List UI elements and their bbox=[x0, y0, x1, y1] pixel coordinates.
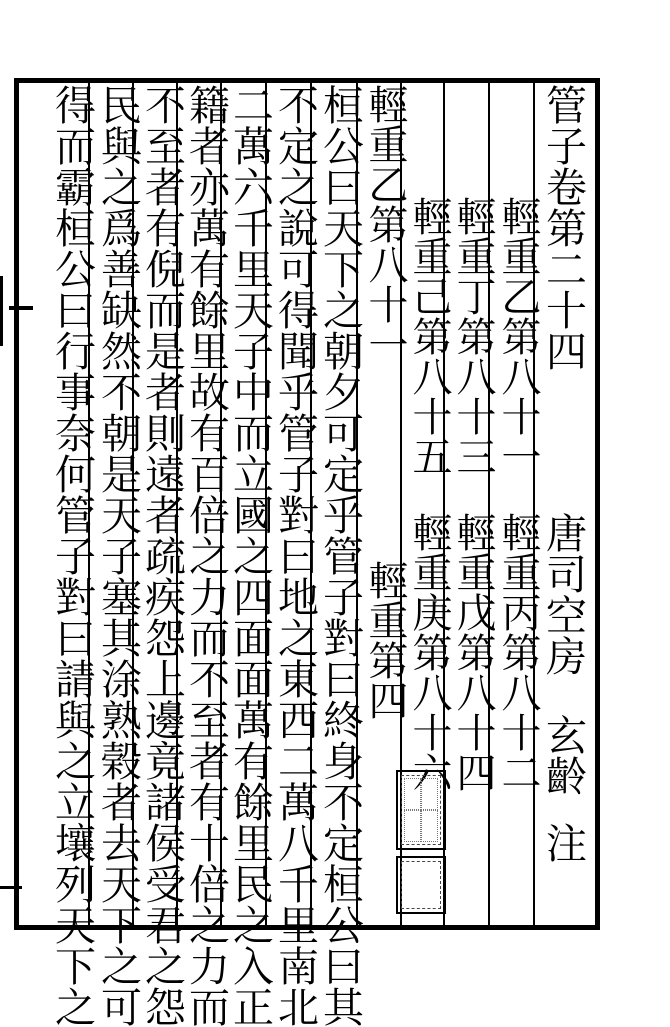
toc-entry: 輕重戊第八十四 bbox=[450, 512, 496, 792]
text-column: 籍者亦萬有餘里故有百倍之力而不至者有十倍之力而 bbox=[182, 84, 230, 1027]
edge-mark bbox=[0, 276, 41, 346]
author-credit-2: 玄齡 bbox=[539, 714, 587, 796]
annotation-mark: 注 bbox=[539, 822, 587, 863]
toc-entry: 輕重乙第八十一 bbox=[495, 196, 541, 476]
section-title: 輕重乙第八十一 bbox=[362, 84, 408, 364]
text-column: 民與之爲善缺然不朝是天子塞其涂熟榖者去天下之可 bbox=[94, 84, 142, 1027]
toc-entry: 輕重丁第八十三 bbox=[450, 196, 496, 476]
author-credit: 唐司空房 bbox=[539, 512, 587, 676]
text-column: 不定之說可得聞乎管子對曰地之東西二萬八千里南北 bbox=[271, 84, 319, 1027]
text-column: 二萬六千里天子中而立國之四面面萬有餘里民之入正 bbox=[226, 84, 274, 1027]
text-column: 桓公曰天下之朝夕可定乎管子對曰終身不定桓公曰其 bbox=[316, 84, 364, 1027]
volume-title: 管子卷第二十四 bbox=[539, 84, 587, 371]
section-subtitle: 輕重第四 bbox=[362, 560, 408, 720]
collector-seal bbox=[396, 770, 446, 850]
text-column: 不至者有倪而是者則遠者疏疾怨上邊竟諸侯受君之怨 bbox=[138, 84, 186, 1027]
toc-entry: 輕重庚第八十六 bbox=[406, 512, 452, 792]
collector-seal bbox=[396, 856, 446, 914]
toc-entry: 輕重己第八十五 bbox=[406, 196, 452, 476]
text-column: 得而霸桓公曰行事奈何管子對曰請與之立壤列天下之 bbox=[48, 84, 96, 1027]
edge-mark bbox=[0, 886, 22, 909]
toc-entry: 輕重丙第八十二 bbox=[495, 512, 541, 792]
